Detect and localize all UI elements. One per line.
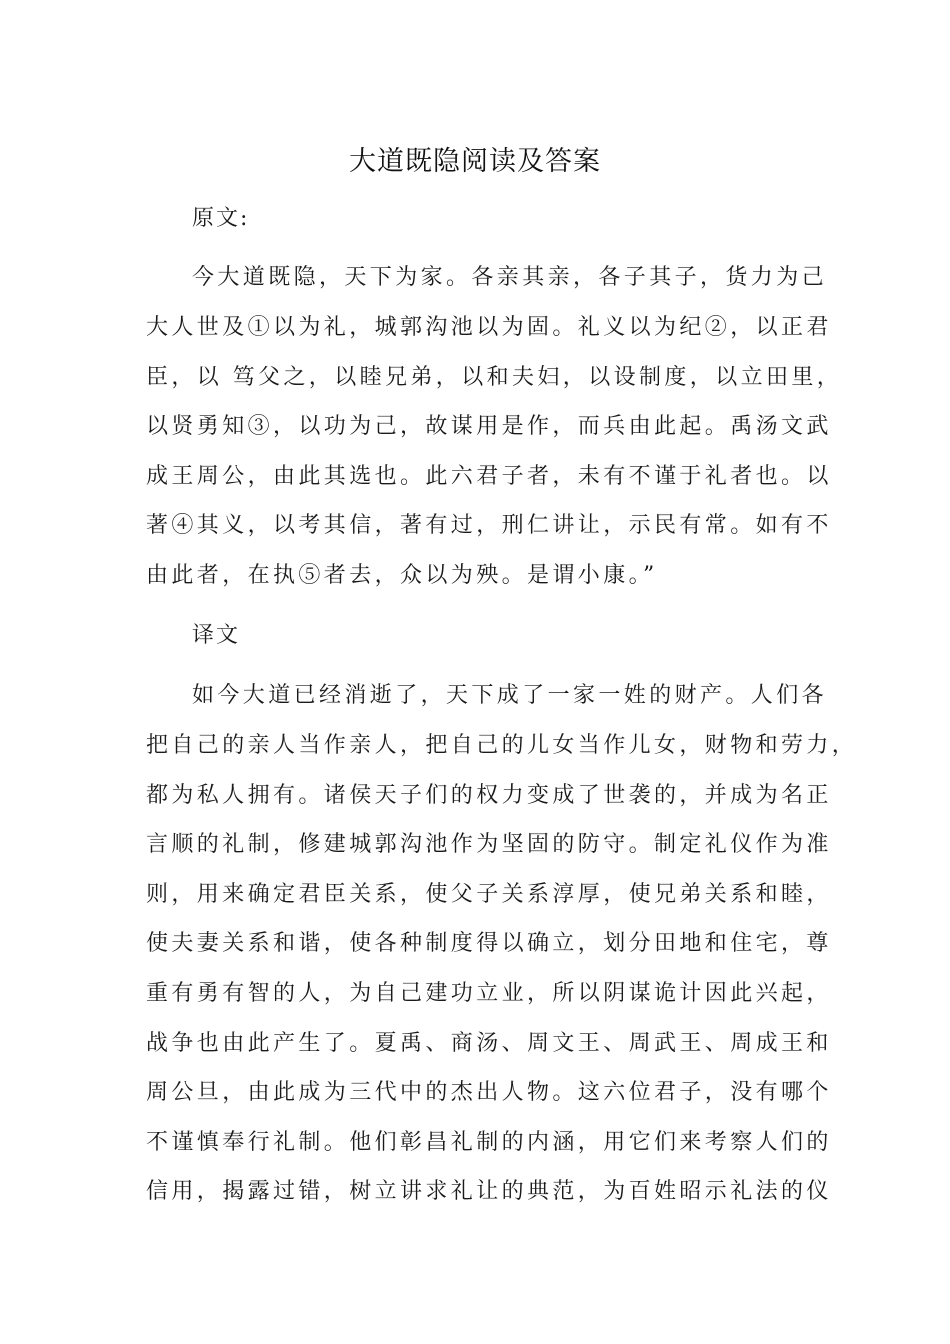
translation-line-2: 把自己的亲人当作亲人，把自己的儿女当作儿女，财物和劳力， [146,733,858,758]
translation-line-10: 不谨慎奉行礼制。他们彰昌礼制的内涵，用它们来考察人们的 [146,1130,832,1155]
original-line-1: 今大道既隐，天下为家。各亲其亲，各子其子，货力为己 [192,265,828,290]
translation-line-1: 如今大道已经消逝了，天下成了一家一姓的财产。人们各 [192,683,828,708]
translation-line-3: 都为私人拥有。诸侯天子们的权力变成了世袭的，并成为名正 [146,783,832,808]
translation-line-11: 信用，揭露过错，树立讲求礼让的典范，为百姓昭示礼法的仪 [146,1179,832,1204]
original-line-3: 臣，以 笃父之，以睦兄弟，以和夫妇，以设制度，以立田里， [146,365,843,390]
translation-line-6: 使夫妻关系和谐，使各种制度得以确立，划分田地和住宅，尊 [146,931,832,956]
translation-line-9: 周公旦，由此成为三代中的杰出人物。这六位君子，没有哪个 [146,1080,832,1105]
document-title: 大道既隐阅读及答案 [349,146,601,177]
original-line-2: 大人世及①以为礼，城郭沟池以为固。礼义以为纪②，以正君 [146,315,832,340]
original-heading: 原文: [192,206,250,231]
original-line-7: 由此者，在执⑤者去，众以为殃。是谓小康。” [146,563,658,588]
translation-line-4: 言顺的礼制，修建城郭沟池作为坚固的防守。制定礼仪作为准 [146,832,832,857]
translation-line-5: 则，用来确定君臣关系，使父子关系淳厚，使兄弟关系和睦， [146,882,832,907]
original-line-4: 以贤勇知③，以功为己，故谋用是作，而兵由此起。禹汤文武 [146,414,832,439]
original-line-5: 成王周公，由此其选也。此六君子者，未有不谨于礼者也。以 [146,464,832,489]
translation-line-7: 重有勇有智的人，为自己建功立业，所以阴谋诡计因此兴起， [146,981,832,1006]
translation-line-8: 战争也由此产生了。夏禹、商汤、周文王、周武王、周成王和 [146,1031,832,1056]
original-line-6: 著④其义，以考其信，著有过，刑仁讲让，示民有常。如有不 [146,513,832,538]
translation-heading: 译文 [192,623,241,648]
